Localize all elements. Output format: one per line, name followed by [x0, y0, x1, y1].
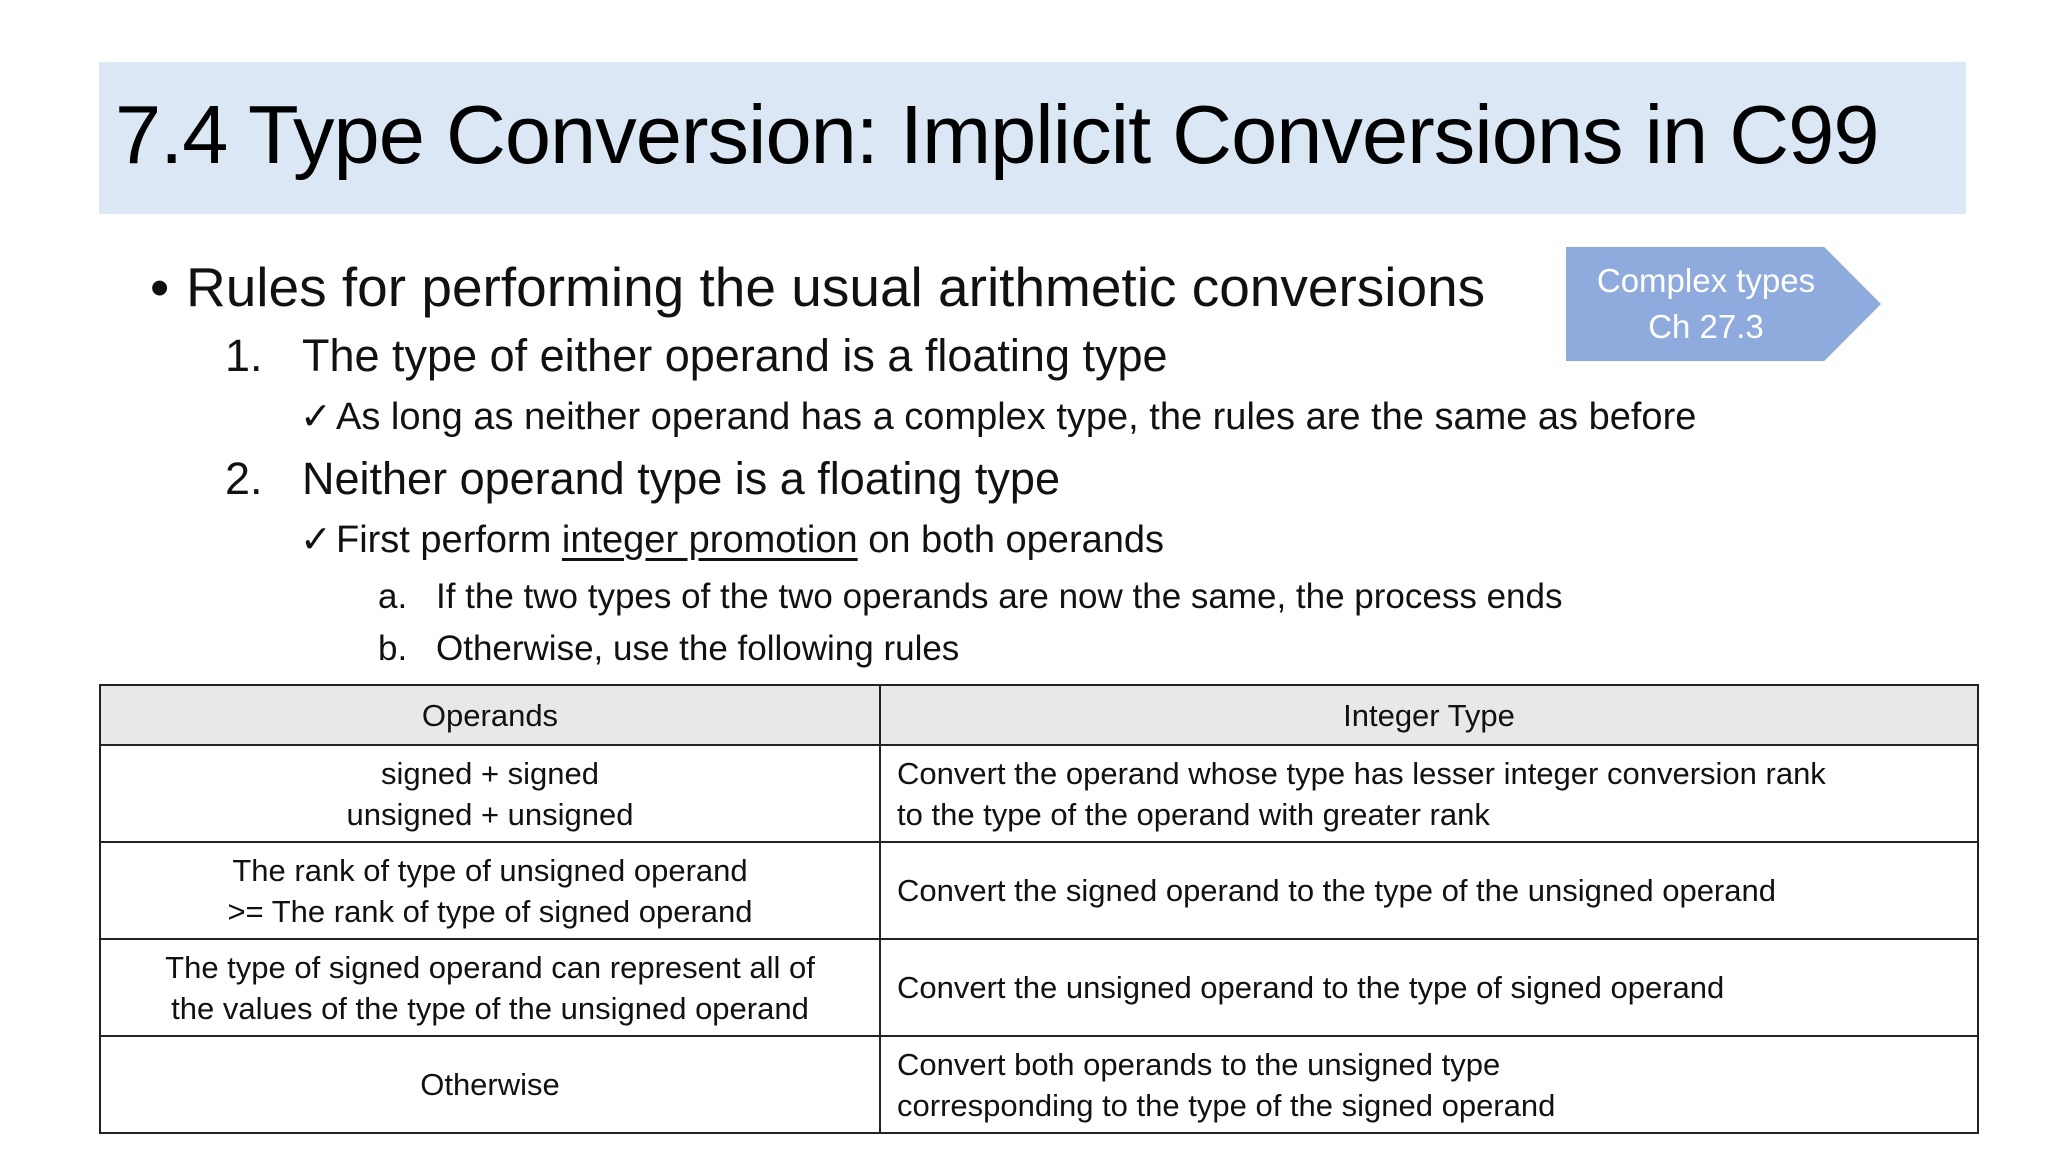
- cell-line: Convert the operand whose type has lesser integer conversion rank: [897, 755, 1826, 791]
- check-text-before: First perform: [336, 519, 562, 561]
- column-header-integer-type: Integer Type: [880, 685, 1978, 745]
- sub-item-marker: b.: [378, 629, 408, 668]
- cell-line: signed + signed: [380, 755, 600, 791]
- check-text-after: on both operands: [857, 519, 1164, 561]
- sub-item-text: If the two types of the two operands are now the same, the process ends: [436, 577, 1563, 616]
- sub-item-marker: a.: [378, 577, 408, 616]
- table-row: [100, 842, 1978, 939]
- numbered-item-1: [225, 328, 1168, 384]
- cell-line: corresponding to the type of the signed operand: [897, 1087, 1556, 1123]
- sub-item-a: [378, 575, 1562, 619]
- table-row: [100, 1036, 1978, 1133]
- sub-item-text: Otherwise, use the following rules: [436, 629, 960, 668]
- integer-type-cell: [880, 939, 1978, 1036]
- cell-line: unsigned + unsigned: [346, 796, 634, 832]
- operands-cell: [100, 1036, 880, 1133]
- checkmark-icon: ✓: [300, 396, 332, 438]
- conversion-rules-table: [99, 684, 1979, 1134]
- numbered-item-2: [225, 451, 1060, 507]
- cell-line: Convert both operands to the unsigned type: [897, 1046, 1501, 1082]
- operands-cell: [100, 745, 880, 842]
- cell-line: Convert the signed operand to the type of the unsigned operand: [897, 873, 1776, 908]
- cell-line: the values of the type of the unsigned operand: [171, 990, 809, 1026]
- integer-type-cell: [880, 745, 1978, 842]
- integer-promotion-link[interactable]: integer promotion: [561, 519, 858, 561]
- check-item-1: [300, 393, 1696, 441]
- bullet-dot: •: [150, 256, 170, 318]
- cell-line: Convert the unsigned operand to the type of signed operand: [897, 970, 1725, 1005]
- column-header-operands: Operands: [100, 685, 880, 745]
- sub-item-b: [378, 627, 959, 671]
- callout-line: Complex types: [1596, 262, 1816, 299]
- slide-title: 7.4 Type Conversion: Implicit Conversions in C99: [115, 88, 1879, 181]
- check-text: As long as neither operand has a complex type, the rules are the same as before: [336, 396, 1697, 438]
- callout-text: [1566, 258, 1846, 350]
- cell-line: to the type of the operand with greater rank: [897, 796, 1490, 832]
- item-number: 2.: [225, 453, 263, 504]
- callout-line: Ch 27.3: [1648, 308, 1764, 345]
- item-text: The type of either operand is a floating type: [302, 330, 1168, 381]
- table-header-row: [100, 685, 1978, 745]
- item-number: 1.: [225, 330, 263, 381]
- table-row: [100, 745, 1978, 842]
- checkmark-icon: ✓: [300, 519, 332, 561]
- cell-line: Otherwise: [420, 1067, 560, 1102]
- check-item-2: [300, 516, 1164, 564]
- table-row: [100, 939, 1978, 1036]
- integer-type-cell: [880, 842, 1978, 939]
- cell-line: The type of signed operand can represent all of: [165, 949, 815, 985]
- operands-cell: [100, 842, 880, 939]
- main-bullet: [150, 254, 1485, 320]
- cell-line: >= The rank of type of signed operand: [227, 893, 753, 929]
- integer-type-cell: [880, 1036, 1978, 1133]
- operands-cell: [100, 939, 880, 1036]
- main-bullet-text: Rules for performing the usual arithmetic conversions: [186, 256, 1486, 318]
- cell-line: The rank of type of unsigned operand: [232, 852, 748, 888]
- item-text: Neither operand type is a floating type: [302, 453, 1060, 504]
